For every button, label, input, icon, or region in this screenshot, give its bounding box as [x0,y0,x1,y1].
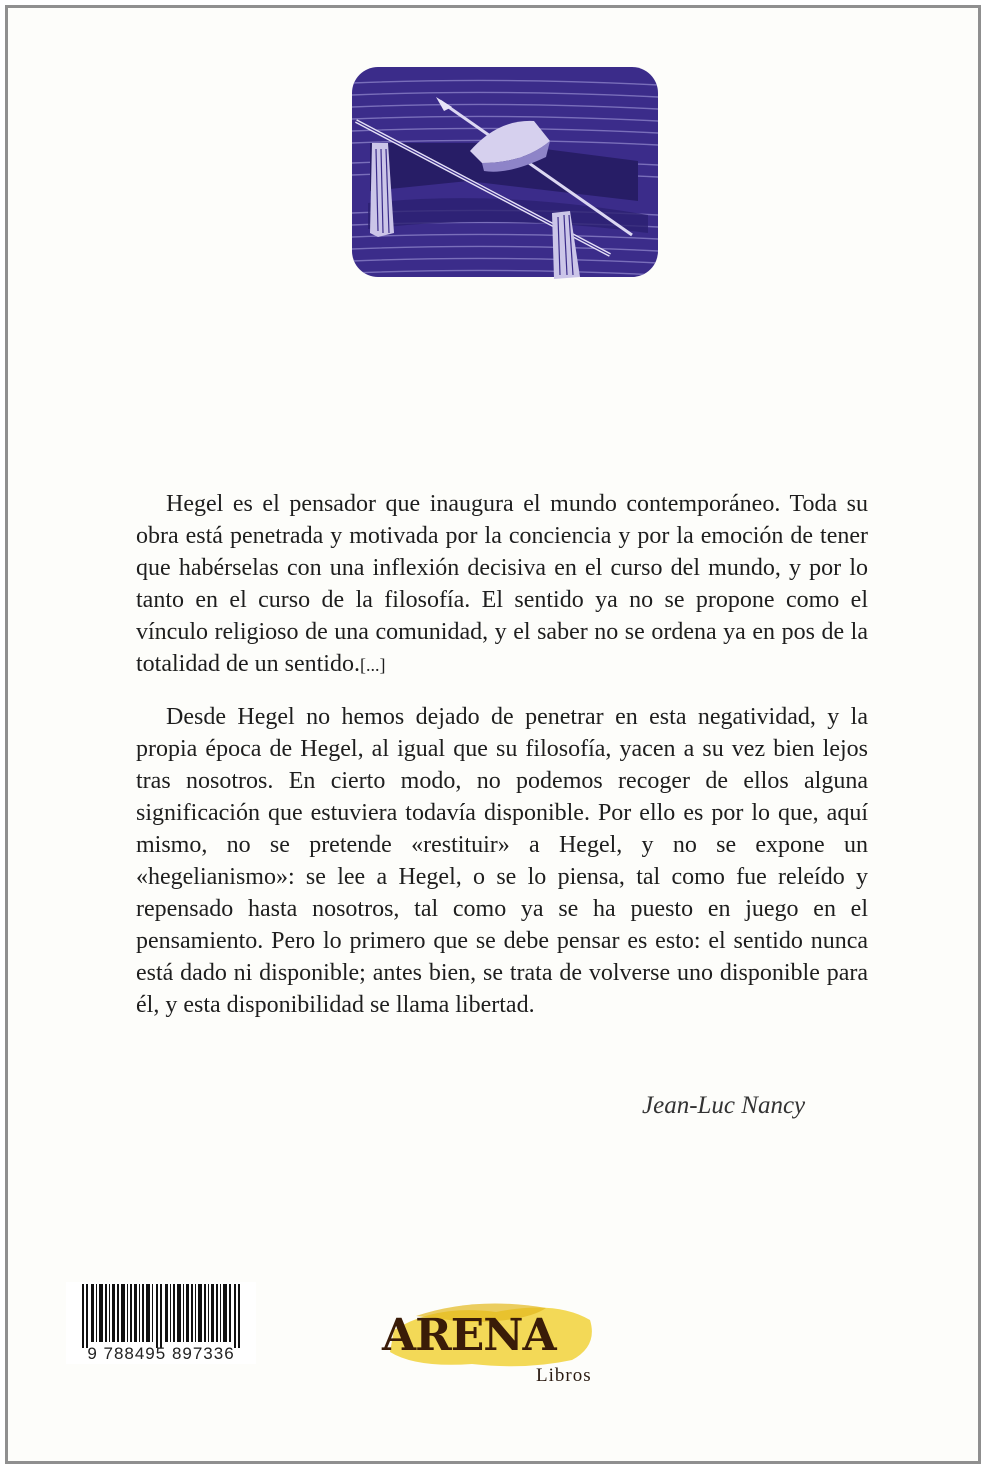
blurb-ellipsis: [...] [359,655,386,675]
isbn-number: 9 788495 897336 [87,1344,235,1363]
publisher-logo [376,1286,600,1396]
woodcut-illustration [348,63,662,281]
blurb-paragraph-1 [136,488,868,681]
blurb-paragraph-1-text: Hegel es el pensador que inaugura el mundo contemporáneo. Toda su obra está penetrada y motivada por la conciencia y por la emoción de tener que habérselas con una inflexión decisiva en el curso del mundo, y por lo tanto en el curso de la filosofía. El sentido ya no se propone como el vínculo religioso de una comunidad, y el saber no se ordena ya en pos de la totalidad de un sentido. [136,491,868,677]
publisher-subtitle: Libros [536,1365,592,1386]
back-cover-blurb [136,488,868,1021]
author-signature: Jean-Luc Nancy [642,1092,806,1119]
publisher-name: ARENA [382,1310,556,1361]
book-back-cover [5,5,981,1464]
blurb-paragraph-2: Desde Hegel no hemos dejado de penetrar en esta negatividad, y la propia época de Hegel, al igual que su filosofía, yacen a su vez bien lejos tras nosotros. En cierto modo, no podemos recoger de ellos alguna significación que estuviera todavía disponible. Por ello es por lo que, aquí mismo, no se pretende «restituir» a Hegel, y no se expone un «hegelianismo»: se lee a Hegel, o se lo piensa, tal como fue releído y repensado hasta nosotros, tal como ya se ha puesto en juego en el pensamiento. Pero lo primero que se debe pensar es esto: el sentido nunca está dado ni disponible; antes bien, se trata de volverse uno disponible para él, y esta disponibilidad se llama libertad. [136,704,868,1018]
